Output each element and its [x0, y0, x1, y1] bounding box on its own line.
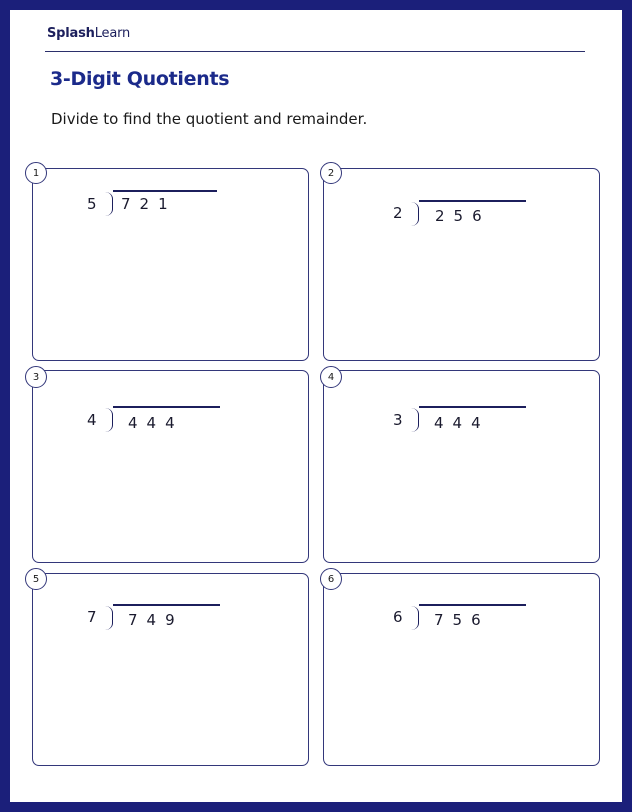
divisor: 2 — [393, 204, 403, 222]
division-bar — [419, 200, 526, 202]
problem-box-3 — [32, 370, 309, 563]
problem-number-badge: 4 — [320, 366, 342, 388]
problem-box-6 — [323, 573, 600, 766]
worksheet-page — [10, 10, 622, 802]
division-bracket — [105, 606, 113, 630]
dividend: 756 — [434, 611, 490, 629]
problem-number-badge: 3 — [25, 366, 47, 388]
splashlearn-logo: SplashLearn — [47, 26, 131, 41]
page-title: 3-Digit Quotients — [50, 68, 230, 90]
dividend: 721 — [121, 195, 177, 213]
division-bracket — [411, 606, 419, 630]
problem-number-badge: 2 — [320, 162, 342, 184]
divisor: 4 — [87, 411, 97, 429]
problem-number-badge: 1 — [25, 162, 47, 184]
divisor: 7 — [87, 608, 97, 626]
divisor: 5 — [87, 195, 97, 213]
division-bracket — [105, 408, 113, 432]
division-bracket — [411, 408, 419, 432]
instructions-text: Divide to find the quotient and remainder. — [51, 110, 368, 128]
dividend: 444 — [128, 414, 184, 432]
division-bar — [419, 604, 526, 606]
division-bar — [419, 406, 526, 408]
division-bracket — [411, 202, 419, 226]
problem-number-badge: 6 — [320, 568, 342, 590]
problem-box-2 — [323, 168, 600, 361]
division-bar — [113, 604, 220, 606]
problem-number-badge: 5 — [25, 568, 47, 590]
division-bar — [113, 190, 217, 192]
dividend: 749 — [128, 611, 184, 629]
problem-box-5 — [32, 573, 309, 766]
divisor: 6 — [393, 608, 403, 626]
dividend: 256 — [435, 207, 491, 225]
division-bracket — [105, 192, 113, 216]
problem-box-4 — [323, 370, 600, 563]
divisor: 3 — [393, 411, 403, 429]
division-bar — [113, 406, 220, 408]
dividend: 444 — [434, 414, 490, 432]
header-divider — [45, 51, 585, 52]
